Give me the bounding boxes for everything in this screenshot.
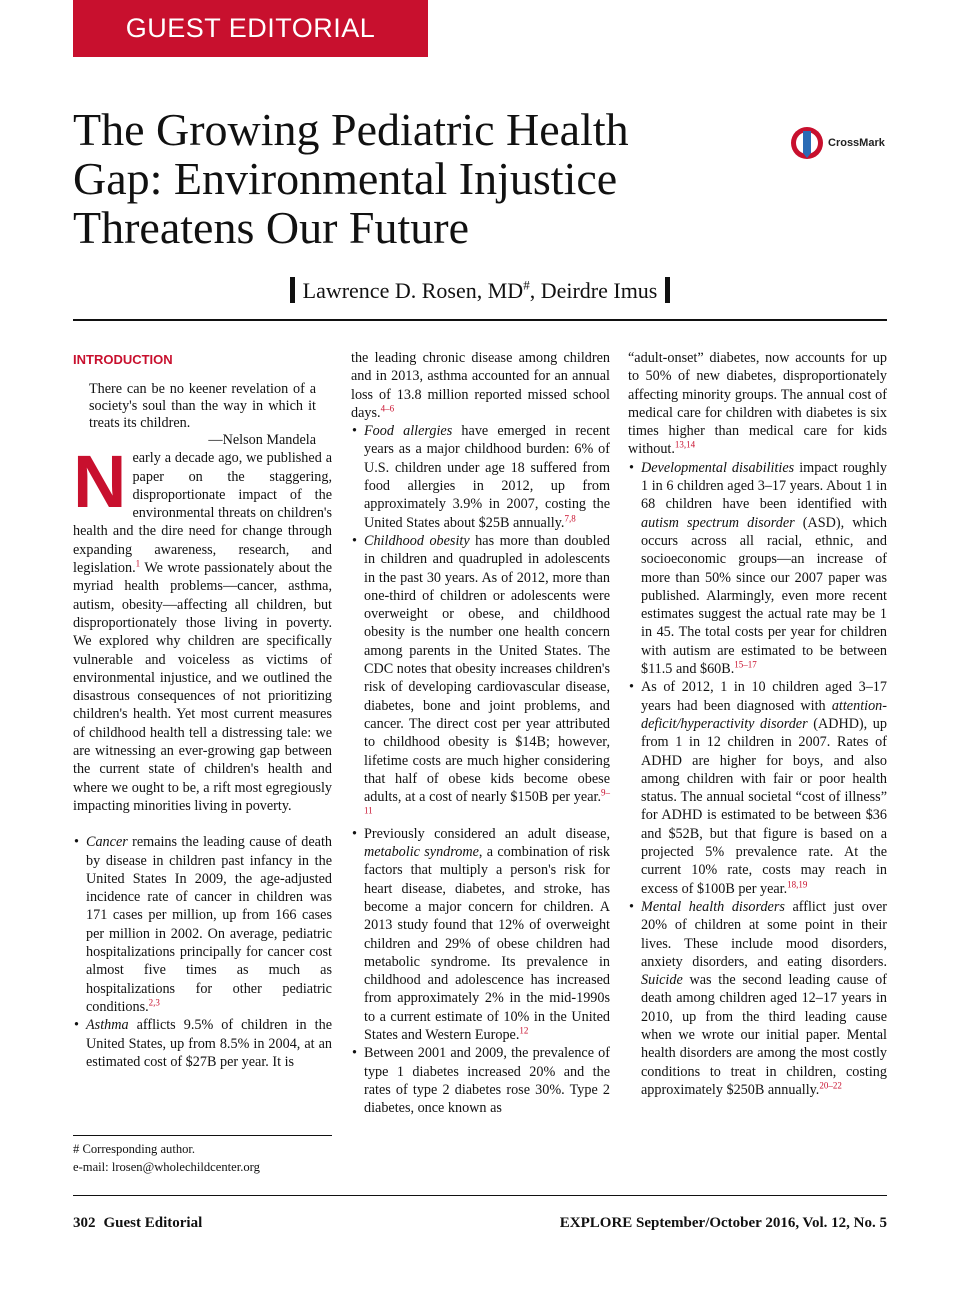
list-item-diabetes xyxy=(351,1044,610,1117)
text-developmental-1: impact roughly 1 in 6 children aged 3–17 years. About 1 in 68 children have been identified with xyxy=(641,459,887,513)
text-asthma-cont: the leading chronic disease among children and in 2013, asthma accounted for an annual loss of 13.8 million reported missed school days. xyxy=(351,350,610,421)
list-item-developmental xyxy=(628,459,887,679)
page-number: 302 xyxy=(73,1215,96,1231)
citation-link[interactable]: 1 xyxy=(135,558,141,569)
health-list-2 xyxy=(351,422,610,1117)
list-item-mental-health xyxy=(628,898,887,1099)
term-mental-health: Mental health disorders xyxy=(641,898,785,915)
text-developmental-2: (ASD), which occurs across all racial, ethnic, and socioeconomic groups—an increase of more than 50% since our 2007 paper was published. Alarmingly, even more recent estimates suggest the actual rate may be 1 in 45. The total costs per year for children with autism are estimated to be between $11.5 and $60B. xyxy=(641,514,887,678)
author-2: , Deirdre Imus xyxy=(529,278,658,303)
author-bar-left xyxy=(290,277,295,303)
footer-left xyxy=(73,1215,202,1232)
footnote-corresponding: # Corresponding author. xyxy=(73,1142,196,1156)
article-title: The Growing Pediatric Health Gap: Environmental Injustice Threatens Our Future xyxy=(73,104,629,253)
term-cancer: Cancer xyxy=(86,834,128,851)
citation-link[interactable]: 20–22 xyxy=(819,1080,842,1091)
citation-link[interactable]: 4–6 xyxy=(380,403,395,414)
epigraph-quote: There can be no keener revelation of a society's soul than the way in which it treats its children. xyxy=(89,381,316,432)
author-line xyxy=(0,277,960,304)
citation-link[interactable]: 2,3 xyxy=(148,997,160,1008)
term-asd: autism spectrum disorder xyxy=(641,514,795,531)
crossmark-label: CrossMark xyxy=(828,137,885,149)
footer-journal: EXPLORE September/October 2016, Vol. 12, No. 5 xyxy=(559,1215,887,1231)
footnote xyxy=(73,1135,332,1176)
text-diabetes: Between 2001 and 2009, the prevalence of type 1 diabetes increased 20% and the rates of type 2 diabetes rose 30%. Type 2 diabetes, once known as xyxy=(364,1045,610,1117)
epigraph xyxy=(89,381,316,449)
column-3 xyxy=(628,349,887,1099)
list-item-asthma xyxy=(73,1016,332,1071)
footer-section: Guest Editorial xyxy=(103,1215,203,1231)
text-mental: afflict just over 20% of children at some point in their lives. These include mood disorders, anxiety disorders, and eating disorders. xyxy=(641,898,887,970)
term-developmental: Developmental disabilities xyxy=(641,459,795,476)
author-1: Lawrence D. Rosen, MD xyxy=(302,278,524,303)
list-item-cancer xyxy=(73,833,332,1016)
term-asthma: Asthma xyxy=(86,1017,129,1034)
asthma-continued xyxy=(351,349,610,422)
list-item-obesity xyxy=(351,532,610,825)
dropcap: N xyxy=(73,440,127,524)
text-metabolic-pre: Previously considered an adult disease, xyxy=(364,825,610,842)
list-item-food-allergies xyxy=(351,422,610,532)
citation-link[interactable]: 9–11 xyxy=(364,787,610,816)
list-item-adhd xyxy=(628,678,887,898)
author-bar-right xyxy=(665,277,670,303)
citation-link[interactable]: 12 xyxy=(519,1025,529,1036)
epigraph-attribution: —Nelson Mandela xyxy=(208,432,316,449)
footnote-email[interactable]: e-mail: lrosen@wholechildcenter.org xyxy=(73,1160,260,1174)
section-heading: INTRODUCTION xyxy=(73,352,173,367)
text-food: have emerged in recent years as a major childhood burden: 6% of U.S. children under age 18 suffered from food allergies in 2012, up from approximately 3.9% in 2007, costing the United States about $25B annually. xyxy=(364,423,610,531)
text-metabolic: , a combination of risk factors that multiply a person's risk for heart disease, diabetes, and stroke, has become a major concern for children. A 2013 study found that 12% of overweight children and 29% of obese children had metabolic syndrome. Its prevalence in childhood and adolescence has increased from approximately 2% in the mid-1990s to a current estimate of 10% in the United States and Western Europe. xyxy=(364,844,610,1043)
intro-text-1: early a decade ago, we published a paper on the staggering, disproportionate impact of the environmental threats on children's health and the dire need for change through expanding awareness, research, and legislation. xyxy=(73,450,332,577)
text-obesity: has more than doubled in children and quadrupled in adolescents in the past 30 years. As of 2012, more than one-third of children or adolescents were overweight or obese, and childhood obesity is the number one health concern among parents in the United States. The CDC notes that obesity increases children's risk of developing cardiovascular disease, diabetes, bone and joint problems, and cancer. The direct cost per year attributed to childhood obesity is $14B; however, lifetime costs are much higher considering that half of obese kids become obese adults, at a cost of nearly $150B per year. xyxy=(364,532,610,806)
term-adhd: attention-deficit/hyperactivity disorder xyxy=(641,697,887,732)
footer-rule xyxy=(73,1195,887,1196)
health-list-3 xyxy=(628,459,887,1099)
crossmark-badge[interactable] xyxy=(790,124,885,162)
header-rule xyxy=(73,319,887,321)
citation-link[interactable]: 13,14 xyxy=(674,439,696,450)
term-suicide: Suicide xyxy=(641,972,683,989)
intro-text-2: We wrote passionately about the myriad health problems—cancer, asthma, autism, obesity—affecting all children, but disproportionately those living in poverty. We explored why children are specifically vulnerable and voiceless as victims of environmental injustice, and we outlined the disastrous consequences of not prioritizing children's health. Yet most current measures of childhood health tell a distressing tale: we are witnessing an ever-growing gap between the current state of children's health and where we ought to be, a rift most egregiously impacting minorities living in poverty. xyxy=(73,560,332,814)
term-metabolic: metabolic syndrome xyxy=(364,844,479,861)
text-adhd: (ADHD), up from 1 in 12 children in 2007. Rates of ADHD are higher for boys, and also among children with fair or poor health status. The annual societal “cost of illness” for ADHD is estimated to be between $36 and $52B, but that figure is based on a projected 5% prevalence rate. At the current 10% rate, costs may reach in excess of $100B per year. xyxy=(641,715,887,897)
diabetes-continued xyxy=(628,349,887,459)
corresponding-mark: # xyxy=(523,277,530,293)
text-mental-2: was the second leading cause of death among children aged 12–17 years in 2010, up from the third leading cause when we wrote our initial paper. Mental health disorders are among the most costly conditions to treat in children, costing approximately $250B annually. xyxy=(641,972,887,1098)
text-diabetes-cont: “adult-onset” diabetes, now accounts for up to 50% of new diabetes, disproportionately affecting minority groups. The annual cost of medical care for children with diabetes is six times higher than medical care for kids without. xyxy=(628,350,887,458)
list-item-metabolic xyxy=(351,825,610,1045)
text-adhd-pre: As of 2012, 1 in 10 children aged 3–17 years had been diagnosed with xyxy=(641,679,887,714)
term-obesity: Childhood obesity xyxy=(364,532,470,549)
text-cancer: remains the leading cause of death by disease in children past infancy in the United States In 2009, the age-adjusted incidence rate of cancer in children was 171 cases per million, up from 166 cases per million in 2002. On average, pediatric hospitalizations principally for cancer cost almost five times as much as hospitalizations for other pediatric conditions. xyxy=(86,834,332,1015)
column-1 xyxy=(73,349,332,1071)
term-food-allergies: Food allergies xyxy=(364,423,453,440)
citation-link[interactable]: 7,8 xyxy=(564,512,576,523)
health-list xyxy=(73,833,332,1071)
text-asthma: afflicts 9.5% of children in the United States, up from 8.5% in 2004, at an estimated cost of $27B per year. It is xyxy=(86,1017,332,1070)
citation-link[interactable]: 18,19 xyxy=(787,878,808,889)
section-banner: GUEST EDITORIAL xyxy=(73,0,428,57)
column-2 xyxy=(351,349,610,1117)
crossmark-icon xyxy=(790,124,824,162)
citation-link[interactable]: 15–17 xyxy=(734,659,757,670)
